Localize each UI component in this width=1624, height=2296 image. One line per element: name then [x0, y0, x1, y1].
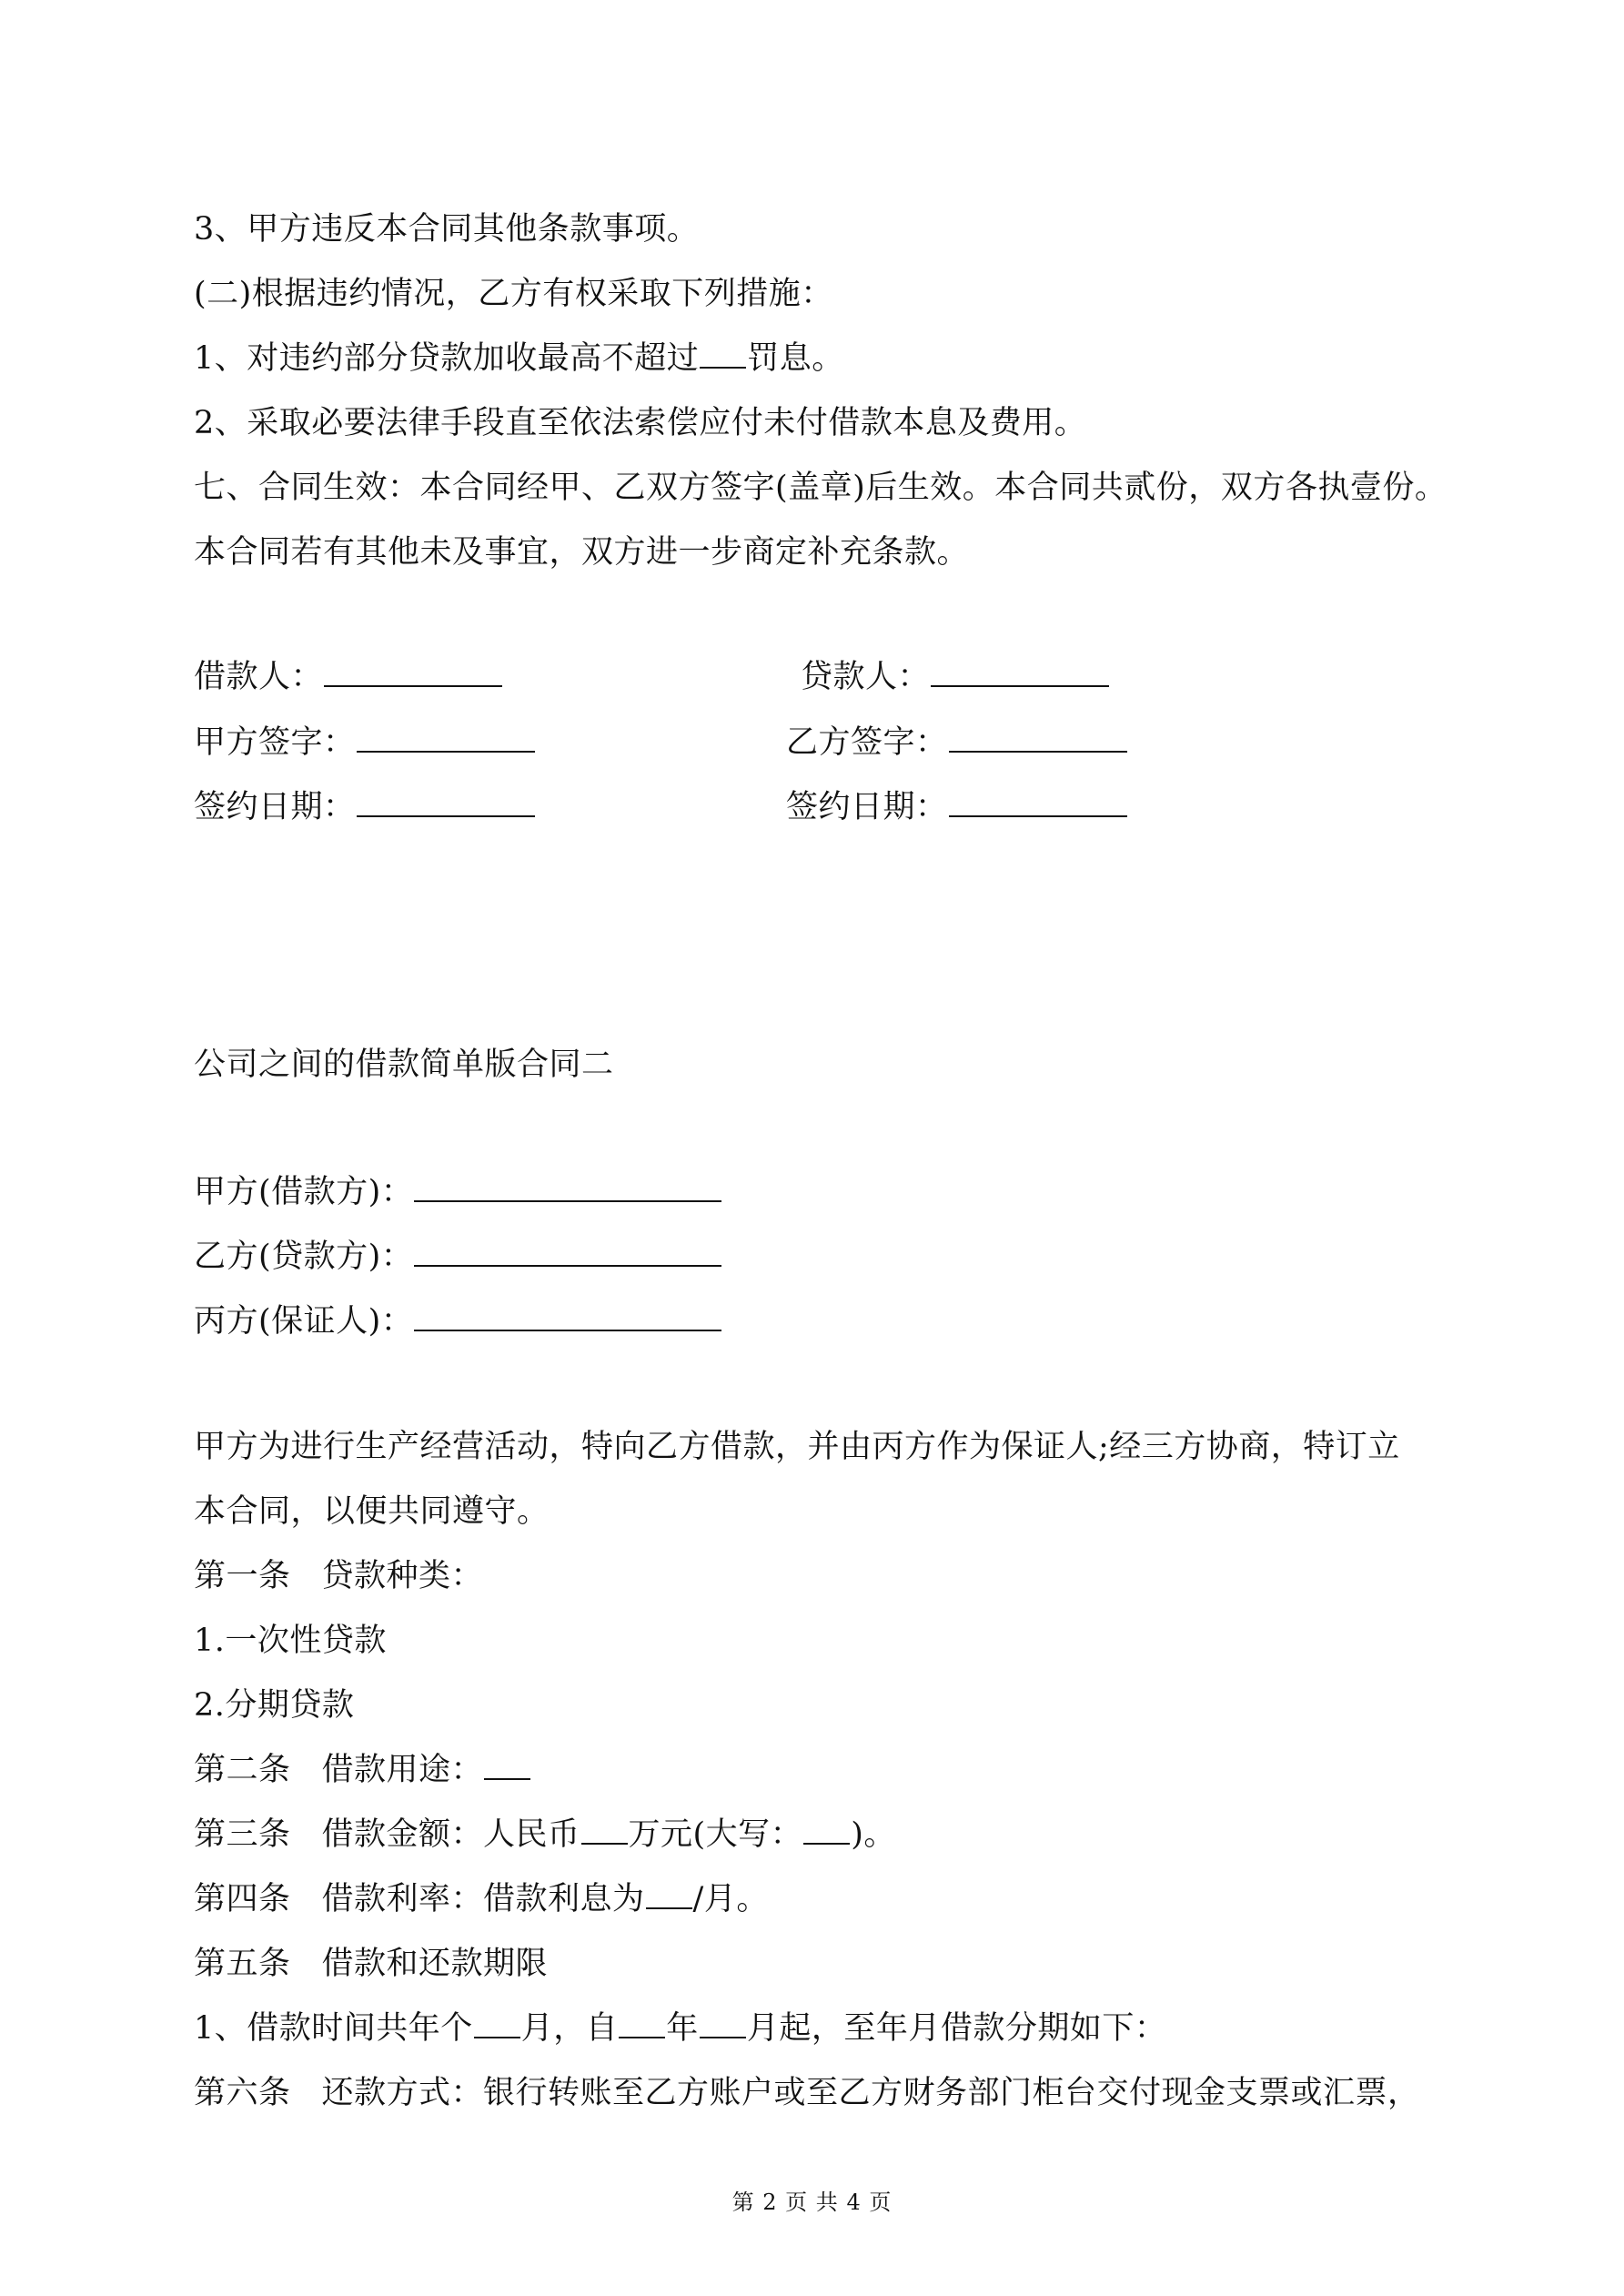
date-left-label: 签约日期： — [194, 789, 356, 825]
article-6-head: 第六条 — [194, 2075, 291, 2111]
date-right-blank — [949, 787, 1127, 817]
party-a-label: 甲方(借款方)： — [194, 1174, 414, 1210]
article-4-body-a: 借款利率：借款利息为 — [321, 1881, 645, 1917]
party-c-blank — [414, 1301, 721, 1331]
start-month-blank — [700, 2008, 746, 2038]
article-5-item-a: 1、借款时间共年个 — [194, 2010, 473, 2047]
party-b-label: 乙方(贷款方)： — [194, 1239, 414, 1275]
article-5-item-c: 年 — [666, 2010, 699, 2047]
article-3-body-b: 万元(大写： — [628, 1816, 803, 1853]
article-3 — [194, 1813, 896, 1856]
article-3-body-a: 借款金额：人民币 — [321, 1816, 580, 1853]
clause-3-text: 3、甲方违反本合同其他条款事项。 — [194, 211, 700, 248]
remedy-1 — [194, 337, 844, 380]
article-4 — [194, 1877, 769, 1921]
party-b-line — [194, 1235, 722, 1279]
page-footer: 第 2 页 共 4 页 — [731, 2190, 893, 2215]
loan-purpose-blank — [484, 1750, 530, 1780]
remedies-heading: (二)根据违约情况，乙方有权采取下列措施： — [194, 276, 833, 312]
article-1-item-2: 2.分期贷款 — [194, 1687, 355, 1724]
article-5-item-1 — [194, 2007, 1166, 2050]
borrower-signature-line — [194, 655, 503, 699]
intro-line-1: 甲方为进行生产经营活动，特向乙方借款，并由丙方作为保证人;经三方协商，特订立 — [194, 1429, 1400, 1465]
effectiveness-clause: 七、合同生效：本合同经甲、乙双方签字(盖章)后生效。本合同共贰份，双方各执壹份。 — [194, 470, 1447, 506]
remedy-1-text-b: 罚息。 — [747, 340, 844, 377]
date-left-blank — [357, 787, 535, 817]
article-1-head: 第一条 — [194, 1558, 291, 1594]
article-1-item-1: 1.一次性贷款 — [194, 1623, 387, 1659]
article-5 — [194, 1942, 548, 1986]
party-c-label: 丙方(保证人)： — [194, 1303, 414, 1340]
party-b-sign-blank — [949, 723, 1127, 753]
date-right-label: 签约日期： — [786, 789, 948, 825]
article-5-item-b: 月，自 — [520, 2010, 619, 2047]
party-b-signature-line — [786, 721, 1128, 764]
article-3-head: 第三条 — [194, 1816, 291, 1853]
article-1 — [194, 1554, 483, 1598]
article-3-body-c: )。 — [851, 1816, 896, 1853]
article-5-item-d: 月起，至年月借款分期如下： — [746, 2010, 1167, 2047]
article-4-body-b: /月。 — [692, 1881, 769, 1917]
party-a-sign-label: 甲方签字： — [194, 724, 356, 761]
article-2-head: 第二条 — [194, 1752, 291, 1788]
party-b-blank — [414, 1237, 721, 1267]
start-year-blank — [619, 2008, 665, 2038]
party-a-blank — [414, 1172, 721, 1202]
party-c-line — [194, 1300, 722, 1343]
intro-line-2: 本合同，以便共同遵守。 — [194, 1493, 550, 1530]
lender-blank — [931, 657, 1109, 687]
party-a-sign-blank — [357, 723, 535, 753]
article-6 — [194, 2071, 1420, 2115]
loan-amount-uppercase-blank — [803, 1815, 850, 1845]
contract-two-title: 公司之间的借款简单版合同二 — [194, 1047, 614, 1083]
remedy-2: 2、采取必要法律手段直至依法索偿应付未付借款本息及费用。 — [194, 405, 1087, 441]
article-2-body: 借款用途： — [321, 1752, 484, 1788]
borrower-blank — [324, 657, 502, 687]
article-4-head: 第四条 — [194, 1881, 291, 1917]
months-blank — [474, 2008, 520, 2038]
article-6-body: 还款方式：银行转账至乙方账户或至乙方财务部门柜台交付现金支票或汇票， — [321, 2075, 1420, 2111]
party-a-line — [194, 1170, 722, 1214]
article-5-head: 第五条 — [194, 1946, 291, 1982]
lender-signature-line — [801, 655, 1110, 699]
article-2 — [194, 1748, 531, 1792]
interest-rate-blank — [646, 1879, 692, 1909]
loan-amount-blank — [581, 1815, 628, 1845]
party-a-signature-line — [194, 721, 536, 764]
article-5-body: 借款和还款期限 — [321, 1946, 549, 1982]
date-right-line — [786, 785, 1128, 829]
penalty-rate-blank — [700, 339, 746, 369]
supplementary-clause: 本合同若有其他未及事宜，双方进一步商定补充条款。 — [194, 534, 970, 571]
borrower-label: 借款人： — [194, 659, 324, 695]
article-1-body: 贷款种类： — [321, 1558, 484, 1594]
remedy-1-text-a: 1、对违约部分贷款加收最高不超过 — [194, 340, 700, 377]
lender-label: 贷款人： — [801, 659, 931, 695]
date-left-line — [194, 785, 536, 829]
party-b-sign-label: 乙方签字： — [786, 724, 948, 761]
